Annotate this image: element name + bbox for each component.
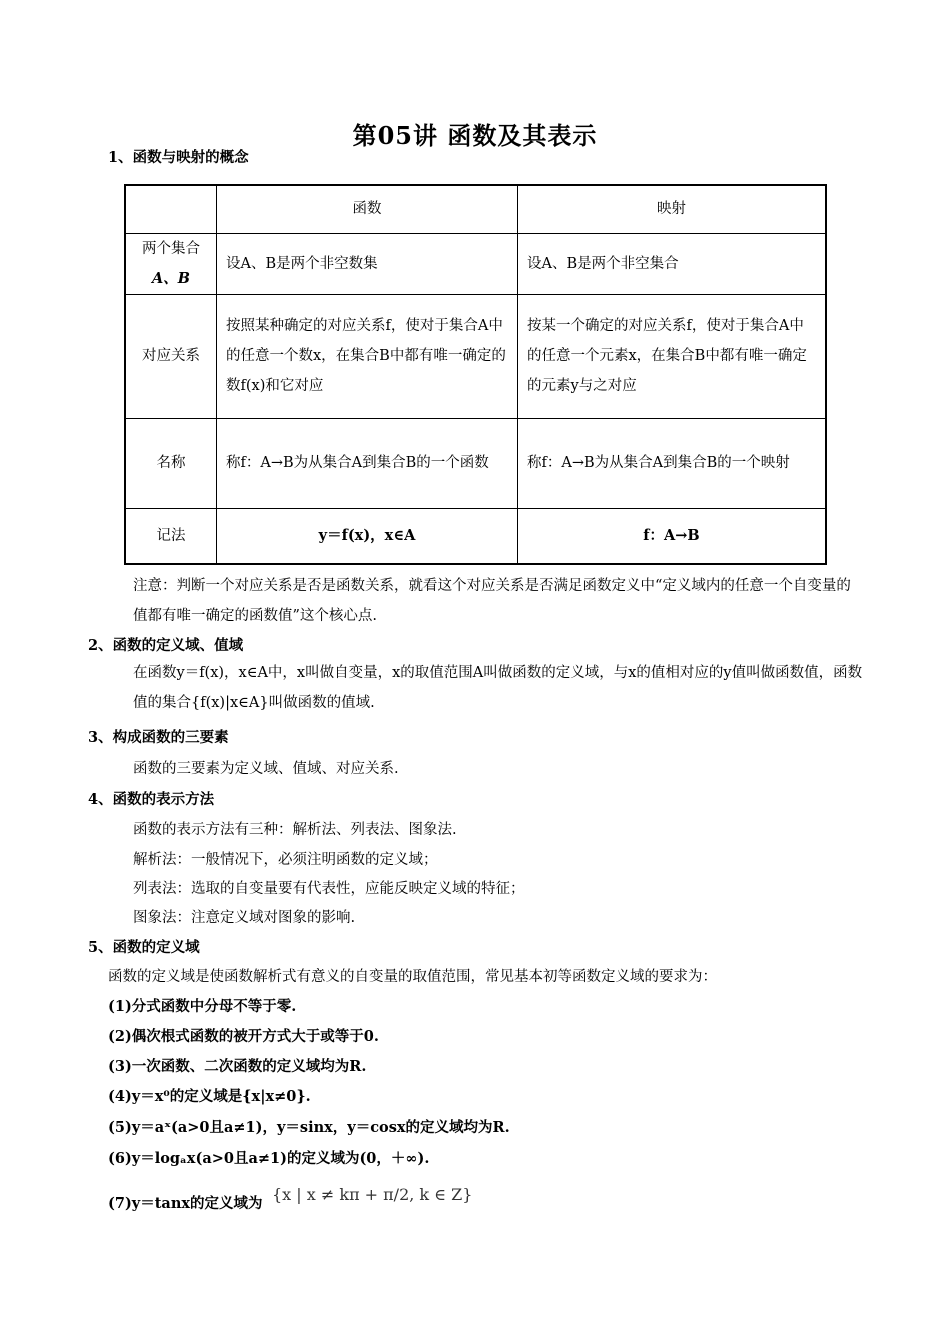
row-label-sets: 两个集合 A、B bbox=[125, 233, 217, 294]
row-label-correspondence: 对应关系 bbox=[125, 294, 217, 418]
section-4-line: 图象法：注意定义域对图象的影响. bbox=[133, 910, 356, 926]
section-5-intro: 函数的定义域是使函数解析式有意义的自变量的取值范围，常见基本初等函数定义域的要求为： bbox=[108, 969, 717, 985]
row-label-notation: 记法 bbox=[125, 508, 217, 564]
section-2-text: 在函数y＝f(x)，x∈A中，x叫做自变量，x的取值范围A叫做函数的定义域，与x的值相对应的y值叫做函数值，函数值的集合{f(x)|x∈A}叫做函数的值域. bbox=[133, 665, 863, 711]
table-header-empty bbox=[125, 185, 217, 233]
cell-function-name: 称f：A→B为从集合A到集合B的一个函数 bbox=[217, 418, 518, 508]
tan-domain-set: {x | x ≠ kπ + π/2, k ∈ Z} bbox=[272, 1185, 473, 1204]
section-3-text: 函数的三要素为定义域、值域、对应关系. bbox=[133, 761, 399, 777]
row-label-name: 名称 bbox=[125, 418, 217, 508]
cell-mapping-correspondence: 按某一个确定的对应关系f，使对于集合A中的任意一个元素x，在集合B中都有唯一确定的元素y与之对应 bbox=[518, 294, 827, 418]
section-5-item: (7)y＝tanx的定义域为 bbox=[108, 1195, 263, 1212]
page-title: 第05讲 函数及其表示 bbox=[352, 121, 598, 150]
table-row bbox=[125, 418, 826, 508]
section-5-heading: 5、函数的定义域 bbox=[88, 939, 200, 956]
cell-function-sets: 设A、B是两个非空数集 bbox=[217, 233, 518, 294]
table-header-mapping: 映射 bbox=[518, 185, 827, 233]
cell-function-correspondence: 按照某种确定的对应关系f，使对于集合A中的任意一个数x，在集合B中都有唯一确定的数f(x)和它对应 bbox=[217, 294, 518, 418]
section-5-item: (6)y＝logₐx(a>0且a≠1)的定义域为(0，＋∞). bbox=[108, 1150, 430, 1167]
section-4-line: 列表法：选取的自变量要有代表性，应能反映定义域的特征； bbox=[133, 881, 525, 897]
section-5-item: (2)偶次根式函数的被开方式大于或等于0. bbox=[108, 1028, 379, 1045]
section-2-heading: 2、函数的定义域、值域 bbox=[88, 637, 244, 654]
section-5-item: (3)一次函数、二次函数的定义域均为R. bbox=[108, 1058, 367, 1075]
cell-function-notation: y＝f(x)，x∈A bbox=[217, 508, 518, 564]
section-4-heading: 4、函数的表示方法 bbox=[88, 791, 215, 808]
section-4-line: 函数的表示方法有三种：解析法、列表法、图象法. bbox=[133, 822, 457, 838]
table-row bbox=[125, 185, 826, 233]
section-4-line: 解析法：一般情况下，必须注明函数的定义域； bbox=[133, 852, 438, 868]
table-row bbox=[125, 294, 826, 418]
section-1-heading: 1、函数与映射的概念 bbox=[108, 149, 249, 166]
table-header-function: 函数 bbox=[217, 185, 518, 233]
section-3-heading: 3、构成函数的三要素 bbox=[88, 729, 229, 746]
cell-mapping-notation: f：A→B bbox=[518, 508, 827, 564]
table-row bbox=[125, 233, 826, 294]
section-5-item: (4)y＝x⁰的定义域是{x|x≠0}. bbox=[108, 1088, 311, 1105]
cell-mapping-name: 称f：A→B为从集合A到集合B的一个映射 bbox=[518, 418, 827, 508]
cell-mapping-sets: 设A、B是两个非空集合 bbox=[518, 233, 827, 294]
section-5-item: (5)y＝aˣ(a>0且a≠1)，y＝sinx，y＝cosx的定义域均为R. bbox=[108, 1119, 510, 1136]
note-paragraph: 注意：判断一个对应关系是否是函数关系，就看这个对应关系是否满足函数定义中“定义域内的任意一个自变量的值都有唯一确定的函数值”这个核心点. bbox=[133, 578, 851, 624]
table-row bbox=[125, 508, 826, 564]
section-5-item: (1)分式函数中分母不等于零. bbox=[108, 998, 297, 1015]
concept-table bbox=[124, 184, 827, 565]
